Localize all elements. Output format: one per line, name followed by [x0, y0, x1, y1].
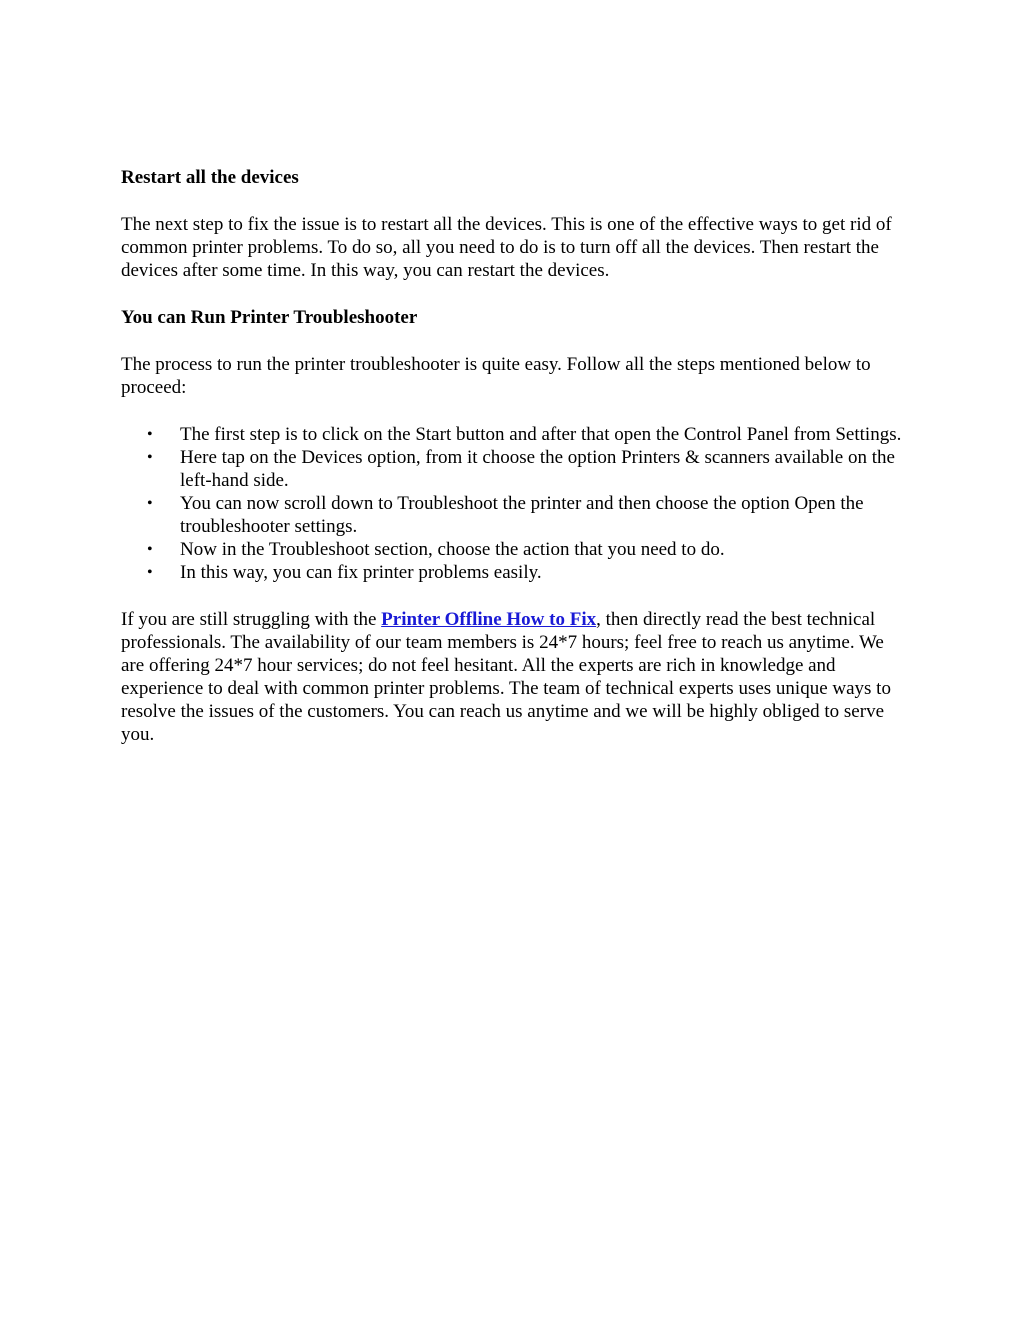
closing-text-after-link: , then directly read the best technical professionals. The availability of our team members is 24*7 hours; feel free to reach us anytime. We are offering 24*7 hour services; do not feel hesitant. All the experts are rich in knowledge and experience to deal with common printer problems. The team of technical experts uses unique ways to resolve the issues of the customers. You can reach us anytime and we will be highly obliged to serve you. — [121, 609, 891, 745]
troubleshooter-steps-list — [121, 423, 911, 584]
list-item — [121, 538, 911, 561]
printer-offline-link[interactable]: Printer Offline How to Fix — [381, 609, 597, 630]
bullet-icon: • — [147, 449, 153, 466]
list-item — [121, 492, 911, 538]
document-page — [121, 166, 911, 770]
troubleshooter-intro: The process to run the printer troubleshooter is quite easy. Follow all the steps mentioned below to proceed: — [121, 354, 871, 398]
step-text: Now in the Troubleshoot section, choose the action that you need to do. — [180, 539, 725, 560]
closing-text-before-link: If you are still struggling with the — [121, 609, 382, 630]
step-text: In this way, you can fix printer problems easily. — [180, 562, 542, 583]
list-item — [121, 561, 911, 584]
section-heading-restart: Restart all the devices — [121, 167, 299, 188]
step-text: You can now scroll down to Troubleshoot the printer and then choose the option Open the troubleshooter settings. — [180, 493, 864, 537]
section-heading-troubleshooter: You can Run Printer Troubleshooter — [121, 307, 418, 328]
closing-paragraph — [121, 608, 911, 746]
bullet-icon: • — [147, 495, 153, 512]
step-text: Here tap on the Devices option, from it choose the option Printers & scanners available on the left-hand side. — [180, 447, 895, 491]
list-item — [121, 446, 911, 492]
bullet-icon: • — [147, 541, 153, 558]
bullet-icon: • — [147, 426, 153, 443]
restart-paragraph: The next step to fix the issue is to restart all the devices. This is one of the effective ways to get rid of common printer problems. To do so, all you need to do is to turn off all the devices. Then restart the devices after some time. In this way, you can restart the devices. — [121, 214, 892, 281]
step-text: The first step is to click on the Start button and after that open the Control Panel from Settings. — [180, 424, 902, 445]
bullet-icon: • — [147, 564, 153, 581]
list-item — [121, 423, 911, 446]
